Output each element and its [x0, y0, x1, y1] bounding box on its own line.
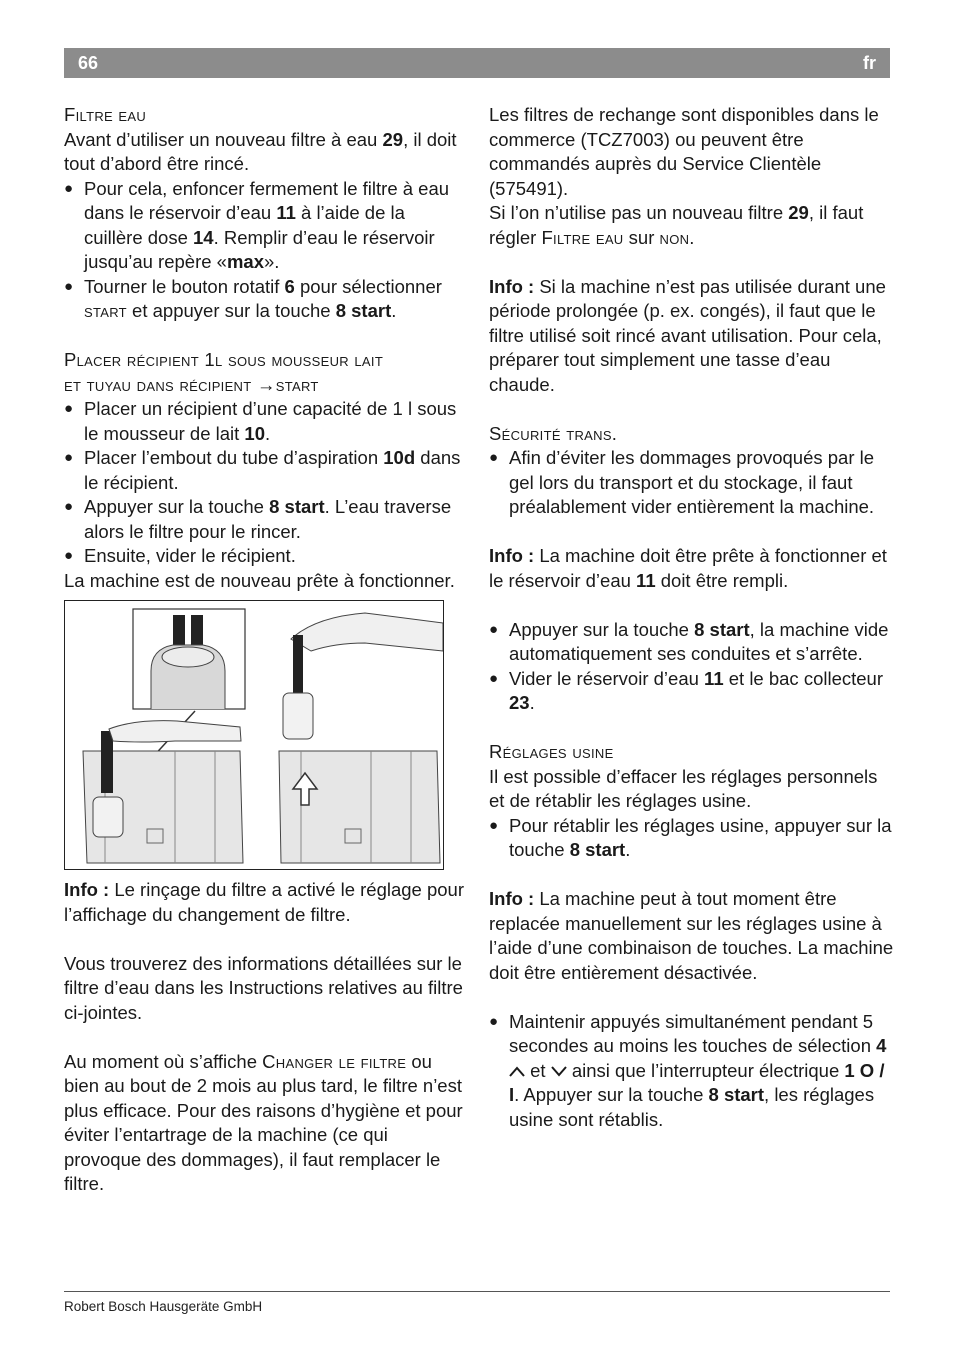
- list-item: ● Tourner le bouton rotatif 6 pour sélectionner start et appuyer sur la touche 8 start.: [64, 275, 464, 324]
- list-item: ● Afin d’éviter les dommages provoqués par le gel lors du transport et du stockage, il faut préalablement vider entièrement la machine.: [489, 446, 894, 520]
- paragraph-replace-filter: Au moment où s’affiche Changer le filtre ou bien au bout de 2 mois au plus tard, le filtre n’est plus efficace. Pour des raisons d’hygiène et pour éviter l’entartrage de la machine (ce qui provoque des dommages), il faut remplacer le filtre.: [64, 1050, 463, 1194]
- heading-placer-recipient-2: et tuyau dans récipient →start: [64, 373, 319, 395]
- heading-reglages-usine: Réglages usine: [489, 741, 614, 762]
- heading-filtre-eau: Filtre eau: [64, 104, 147, 125]
- list-item: ● Appuyer sur la touche 8 start. L’eau traverse alors le filtre pour le rincer.: [64, 495, 464, 544]
- language-code: fr: [863, 53, 876, 73]
- footer-divider: [64, 1291, 890, 1292]
- heading-securite-trans: Sécurité trans.: [489, 422, 618, 444]
- list-item: ● Vider le réservoir d’eau 11 et le bac collecteur 23.: [489, 667, 894, 716]
- heading-placer-recipient-1: Placer récipient 1l sous mousseur lait: [64, 349, 384, 370]
- chevron-up-icon: [509, 1064, 525, 1078]
- illustration-filter-rinse: [64, 600, 444, 870]
- chevron-down-icon: [551, 1064, 567, 1078]
- list-item: ● Maintenir appuyés simultanément pendant 5 secondes au moins les touches de sélection 4 et ainsi que l’interrupteur électrique 1 O / I. Appuyer sur la touche 8 start, les réglages usine sont rétablis.: [489, 1010, 894, 1133]
- paragraph-filtre-intro: Avant d’utiliser un nouveau filtre à eau 29, il doit tout d’abord être rincé.: [64, 128, 457, 174]
- paragraph-reset: Il est possible d’effacer les réglages personnels et de rétablir les réglages usine.: [489, 765, 878, 811]
- info-unused: Info : Si la machine n’est pas utilisée durant une période prolongée (p. ex. congés), il faut que le filtre utilisé soit rincé avant utilisation. Pour cela, préparer tout simplement une tasse d’eau chaude.: [489, 275, 886, 395]
- list-item: ● Pour rétablir les réglages usine, appuyer sur la touche 8 start.: [489, 814, 894, 863]
- footer-company: Robert Bosch Hausgeräte GmbH: [64, 1299, 263, 1314]
- page-header-bar: [64, 48, 890, 78]
- list-item: ● Ensuite, vider le récipient.: [64, 544, 464, 569]
- list-item: ● Placer l’embout du tube d’aspiration 10d dans le récipient.: [64, 446, 464, 495]
- list-item: ● Appuyer sur la touche 8 start, la machine vide automatiquement ses conduites et s’arrête.: [489, 618, 894, 667]
- paragraph-instructions: Vous trouverez des informations détaillées sur le filtre d’eau dans les Instructions relatives au filtre ci-jointes.: [64, 952, 463, 1023]
- left-column: [64, 103, 464, 1197]
- list-item: ● Placer un récipient d’une capacité de 1 l sous le mousseur de lait 10.: [64, 397, 464, 446]
- page-number: 66: [78, 53, 99, 73]
- paragraph-filter-setting: Si l’on n’utilise pas un nouveau filtre 29, il faut régler Filtre eau sur non.: [489, 202, 864, 248]
- paragraph-replacement-filters: Les filtres de rechange sont disponibles dans le commerce (TCZ7003) ou peuvent être commandés auprès du Service Clientèle (575491).: [489, 104, 879, 199]
- info-factory: Info : La machine peut à tout moment être replacée manuellement sur les réglages usine à l’aide d’une combinaison de touches. La machine doit être entièrement désactivée.: [489, 888, 894, 983]
- list-item: ● Pour cela, enfoncer fermement le filtre à eau dans le réservoir d’eau 11 à l’aide de la cuillère dose 14. Remplir d’eau le réservoir jusqu’au repère «max».: [64, 177, 464, 275]
- paragraph-ready: La machine est de nouveau prête à fonctionner.: [64, 569, 455, 591]
- right-column: [489, 103, 894, 1132]
- filter-rinse-drawing: [65, 601, 443, 869]
- info-rinse: Info : Le rinçage du filtre a activé le réglage pour l’affichage du changement de filtre.: [64, 879, 465, 925]
- info-ready: Info : La machine doit être prête à fonctionner et le réservoir d’eau 11 doit être rempli.: [489, 545, 887, 591]
